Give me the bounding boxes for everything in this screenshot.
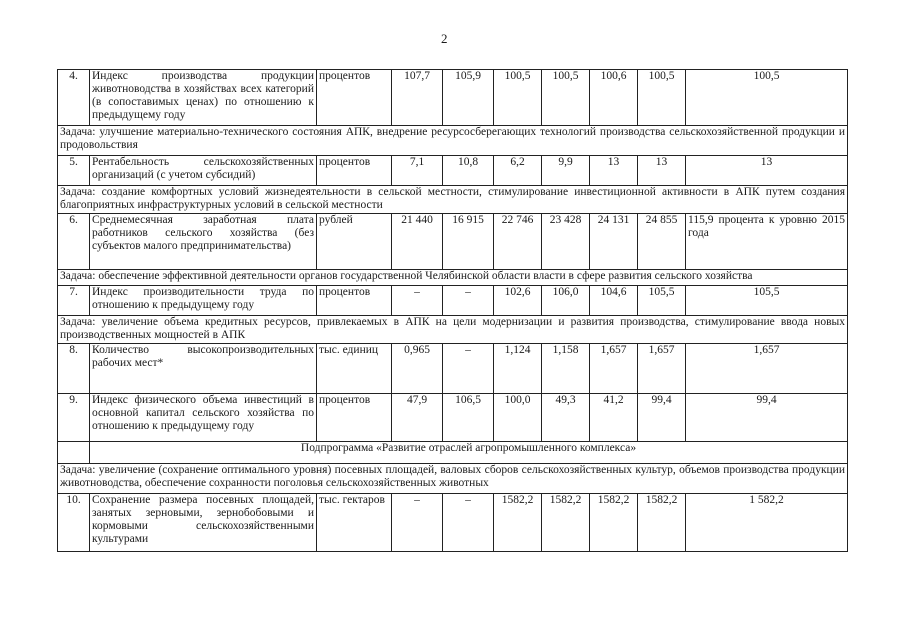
year-value: 1,657 [638,344,686,394]
year-value: 106,5 [443,394,494,442]
year-value: 24 131 [590,214,638,270]
row-number: 4. [58,70,90,126]
year-value: 100,5 [638,70,686,126]
row-number: 6. [58,214,90,270]
year-value: – [443,344,494,394]
task-text: Задача: увеличение объема кредитных ресурсов, привлекаемых в АПК на цели модернизации и развития производства, стимулирование ввода новых производственных мощностей в АПК [58,316,848,344]
target-value: 115,9 процента к уровню 2015 года [686,214,848,270]
year-value: 7,1 [392,156,443,186]
indicator-row [58,394,848,442]
year-value: 23 428 [542,214,590,270]
year-value: – [443,286,494,316]
year-value: – [392,286,443,316]
year-value: 105,5 [638,286,686,316]
year-value: 106,0 [542,286,590,316]
year-value: 99,4 [638,394,686,442]
task-row [58,316,848,344]
year-value: 0,965 [392,344,443,394]
target-value: 1 582,2 [686,494,848,552]
year-value: 1,657 [590,344,638,394]
indicator-name: Индекс производительности труда по отношению к предыдущему году [90,286,317,316]
target-value: 1,657 [686,344,848,394]
indicator-name: Индекс физического объема инвестиций в основной капитал сельского хозяйства по отношению к предыдущему году [90,394,317,442]
indicator-name: Сохранение размера посевных площадей, занятых зерновыми, зернобобовыми и кормовыми сельскохозяйственными культурами [90,494,317,552]
year-value: 104,6 [590,286,638,316]
unit-of-measure: тыс. гектаров [317,494,392,552]
unit-of-measure: процентов [317,394,392,442]
year-value: 9,9 [542,156,590,186]
row-number: 9. [58,394,90,442]
indicator-name: Рентабельность сельскохозяйственных организаций (с учетом субсидий) [90,156,317,186]
year-value: 16 915 [443,214,494,270]
unit-of-measure: процентов [317,286,392,316]
year-value: 1582,2 [638,494,686,552]
unit-of-measure: тыс. единиц [317,344,392,394]
year-value: 1,158 [542,344,590,394]
unit-of-measure: процентов [317,156,392,186]
unit-of-measure: рублей [317,214,392,270]
year-value: 13 [638,156,686,186]
year-value: – [392,494,443,552]
year-value: 13 [590,156,638,186]
target-value: 105,5 [686,286,848,316]
year-value: 47,9 [392,394,443,442]
year-value: 100,6 [590,70,638,126]
subprogram-row [58,442,848,464]
task-row [58,464,848,494]
indicators-table [57,69,848,552]
indicator-row [58,494,848,552]
year-value: 100,5 [494,70,542,126]
target-value: 99,4 [686,394,848,442]
year-value: 1582,2 [494,494,542,552]
row-number: 7. [58,286,90,316]
indicator-row [58,70,848,126]
year-value: 1582,2 [590,494,638,552]
unit-of-measure: процентов [317,70,392,126]
indicator-row [58,214,848,270]
target-value: 13 [686,156,848,186]
target-value: 100,5 [686,70,848,126]
year-value: 6,2 [494,156,542,186]
year-value: – [443,494,494,552]
year-value: 24 855 [638,214,686,270]
year-value: 22 746 [494,214,542,270]
empty-cell [58,442,90,464]
row-number: 10. [58,494,90,552]
indicator-name: Количество высокопроизводительных рабочих мест* [90,344,317,394]
year-value: 1582,2 [542,494,590,552]
row-number: 5. [58,156,90,186]
indicator-name: Индекс производства продукции животноводства в хозяйствах всех категорий (в сопоставимых ценах) по отношению к предыдущему году [90,70,317,126]
task-text: Задача: увеличение (сохранение оптимального уровня) посевных площадей, валовых сборов сельскохозяйственных культур, объемов производства продукции животноводства, обеспечение сохранности поголовья сельскохозяйственных животных [58,464,848,494]
row-number: 8. [58,344,90,394]
indicator-name: Среднемесячная заработная плата работников сельского хозяйства (без субъектов малого предпринимательства) [90,214,317,270]
year-value: 49,3 [542,394,590,442]
indicator-row [58,344,848,394]
task-text: Задача: улучшение материально-технического состояния АПК, внедрение ресурсосберегающих технологий производства сельскохозяйственной продукции и продовольствия [58,126,848,156]
year-value: 10,8 [443,156,494,186]
task-row [58,270,848,286]
year-value: 21 440 [392,214,443,270]
year-value: 105,9 [443,70,494,126]
indicator-row [58,286,848,316]
year-value: 100,0 [494,394,542,442]
year-value: 41,2 [590,394,638,442]
indicator-row [58,156,848,186]
year-value: 100,5 [542,70,590,126]
task-text: Задача: обеспечение эффективной деятельности органов государственной Челябинской области власти в сфере развития сельского хозяйства [58,270,848,286]
year-value: 1,124 [494,344,542,394]
task-row [58,186,848,214]
page-number: 2 [441,31,448,46]
year-value: 107,7 [392,70,443,126]
task-row [58,126,848,156]
subprogram-title: Подпрограмма «Развитие отраслей агропромышленного комплекса» [90,442,848,464]
task-text: Задача: создание комфортных условий жизнедеятельности в сельской местности, стимулирование инвестиционной активности в АПК путем создания благоприятных инфраструктурных условий в сельской местности [58,186,848,214]
year-value: 102,6 [494,286,542,316]
